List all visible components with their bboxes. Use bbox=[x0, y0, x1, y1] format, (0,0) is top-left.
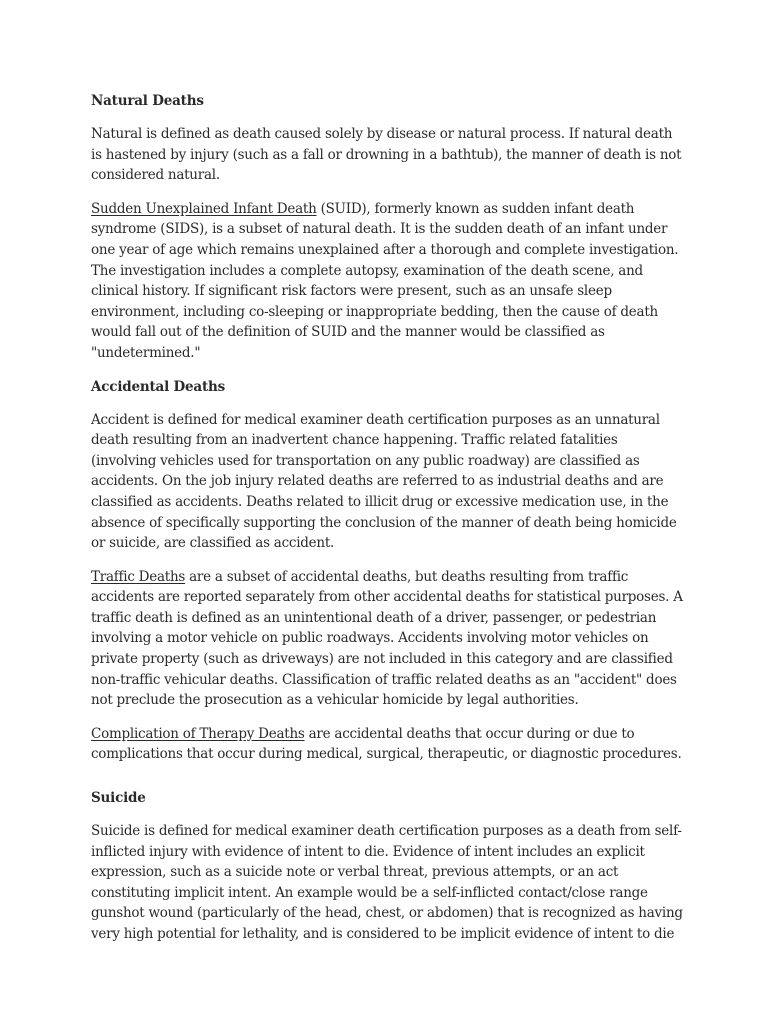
paragraph-complication-of-therapy bbox=[91, 724, 686, 765]
section-heading-natural-deaths: Natural Deaths bbox=[91, 93, 204, 109]
term-traffic-deaths: Traffic Deaths bbox=[91, 568, 186, 585]
spacer bbox=[91, 778, 686, 788]
paragraph-text: Accident is defined for medical examiner death certification purposes as an unnatural death resulting from an inadvertent chance happening. Traffic related fatalities (involving vehicles used for transportation on any public roadway) are classified as accidents. On the job injury related deaths are referred to as industrial deaths and are classified as accidents. Deaths related to illicit drug or excessive medication use, in the absence of specifically supporting the conclusion of the manner of death being homicide or suicide, are classified as accident. bbox=[91, 411, 677, 552]
paragraph-suid bbox=[91, 199, 686, 364]
term-complication-of-therapy: Complication of Therapy Deaths bbox=[91, 725, 305, 742]
paragraph-suicide-definition bbox=[91, 821, 686, 945]
paragraph-text: Natural is defined as death caused solely by disease or natural process. If natural death is hastened by injury (such as a fall or drowning in a bathtub), the manner of death is not considered natural. bbox=[91, 126, 682, 184]
term-suid: Sudden Unexplained Infant Death bbox=[91, 200, 317, 217]
paragraph-text: (SUID), formerly known as sudden infant death syndrome (SIDS), is a subset of natural death. It is the sudden death of an infant under one year of age which remains unexplained after a thorough and complete investigation. The investigation includes a complete autopsy, examination of the death scene, and clinical history. If significant risk factors were present, such as an unsafe sleep environment, including co-sleeping or inappropriate bedding, then the cause of death would fall out of the definition of SUID and the manner would be classified as "undetermined." bbox=[91, 200, 679, 361]
paragraph-text: Suicide is defined for medical examiner death certification purposes as a death from self-inflicted injury with evidence of intent to die. Evidence of intent includes an explicit expression, such as a suicide note or verbal threat, previous attempts, or an act constituting implicit intent. An example would be a self-inflicted contact/close range gunshot wound (particularly of the head, chest, or abdomen) that is recognized as having very high potential for lethality, and is considered to be implicit evidence of intent to die bbox=[91, 823, 683, 942]
paragraph-traffic-deaths bbox=[91, 567, 686, 711]
document-page bbox=[91, 91, 686, 958]
paragraph-text: are a subset of accidental deaths, but deaths resulting from traffic accidents are reported separately from other accidental deaths for statistical purposes. A traffic death is defined as an unintentional death of a driver, passenger, or pedestrian involving a motor vehicle on public roadways. Accidents involving motor vehicles on private property (such as driveways) are not included in this category and are classified non-traffic vehicular deaths. Classification of traffic related deaths as an "accident" does not preclude the prosecution as a vehicular homicide by legal authorities. bbox=[91, 568, 683, 709]
section-heading-accidental-deaths: Accidental Deaths bbox=[91, 378, 225, 395]
paragraph-natural-definition bbox=[91, 124, 686, 186]
section-heading-suicide: Suicide bbox=[91, 790, 146, 807]
paragraph-text: are accidental deaths that occur during or due to complications that occur during medical, surgical, therapeutic, or diagnostic procedures. bbox=[91, 725, 682, 763]
paragraph-accident-definition bbox=[91, 410, 686, 554]
